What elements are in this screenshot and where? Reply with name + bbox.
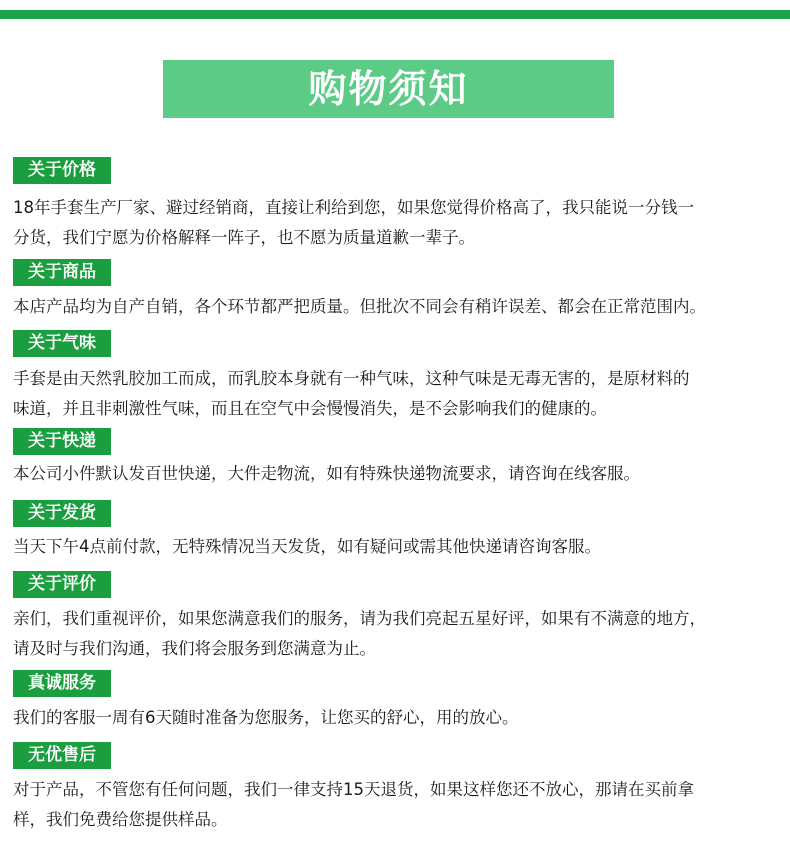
section-heading: 真诚服务 (13, 670, 111, 697)
section-heading: 关于评价 (13, 571, 111, 598)
section-text: 对于产品，不管您有任何问题，我们一律支持15天退货，如果这样您还不放心，那请在买前拿 样，我们免费给您提供样品。 (13, 780, 694, 829)
section-heading: 关于商品 (13, 259, 111, 286)
page-title: 购物须知 (163, 60, 614, 118)
section-text: 18年手套生产厂家、避过经销商，直接让利给到您，如果您觉得价格高了，我只能说一分钱一 分货，我们宁愿为价格解释一阵子，也不愿为质量道歉一辈子。 (13, 198, 694, 247)
section-heading: 关于发货 (13, 500, 111, 527)
section-text: 当天下午4点前付款，无特殊情况当天发货，如有疑问或需其他快递请咨询客服。 (13, 537, 601, 556)
section-text: 本店产品均为自产自销，各个环节都严把质量。但批次不同会有稍许误差、都会在正常范围内。 (13, 297, 706, 316)
section-heading: 关于气味 (13, 330, 111, 357)
section-text: 我们的客服一周有6天随时准备为您服务，让您买的舒心，用的放心。 (13, 708, 519, 727)
section-text: 亲们，我们重视评价，如果您满意我们的服务，请为我们亮起五星好评，如果有不满意的地方， 请及时与我们沟通，我们将会服务到您满意为止。 (13, 609, 706, 658)
section-text: 手套是由天然乳胶加工而成，而乳胶本身就有一种气味，这种气味是无毒无害的，是原材料的 味道，并且非刺激性气味，而且在空气中会慢慢消失，是不会影响我们的健康的。 (13, 369, 690, 418)
section-heading: 无优售后 (13, 742, 111, 769)
section-heading: 关于价格 (13, 157, 111, 184)
section-heading: 关于快递 (13, 428, 111, 455)
section-text: 本公司小件默认发百世快递，大件走物流，如有特殊快递物流要求，请咨询在线客服。 (13, 464, 640, 483)
